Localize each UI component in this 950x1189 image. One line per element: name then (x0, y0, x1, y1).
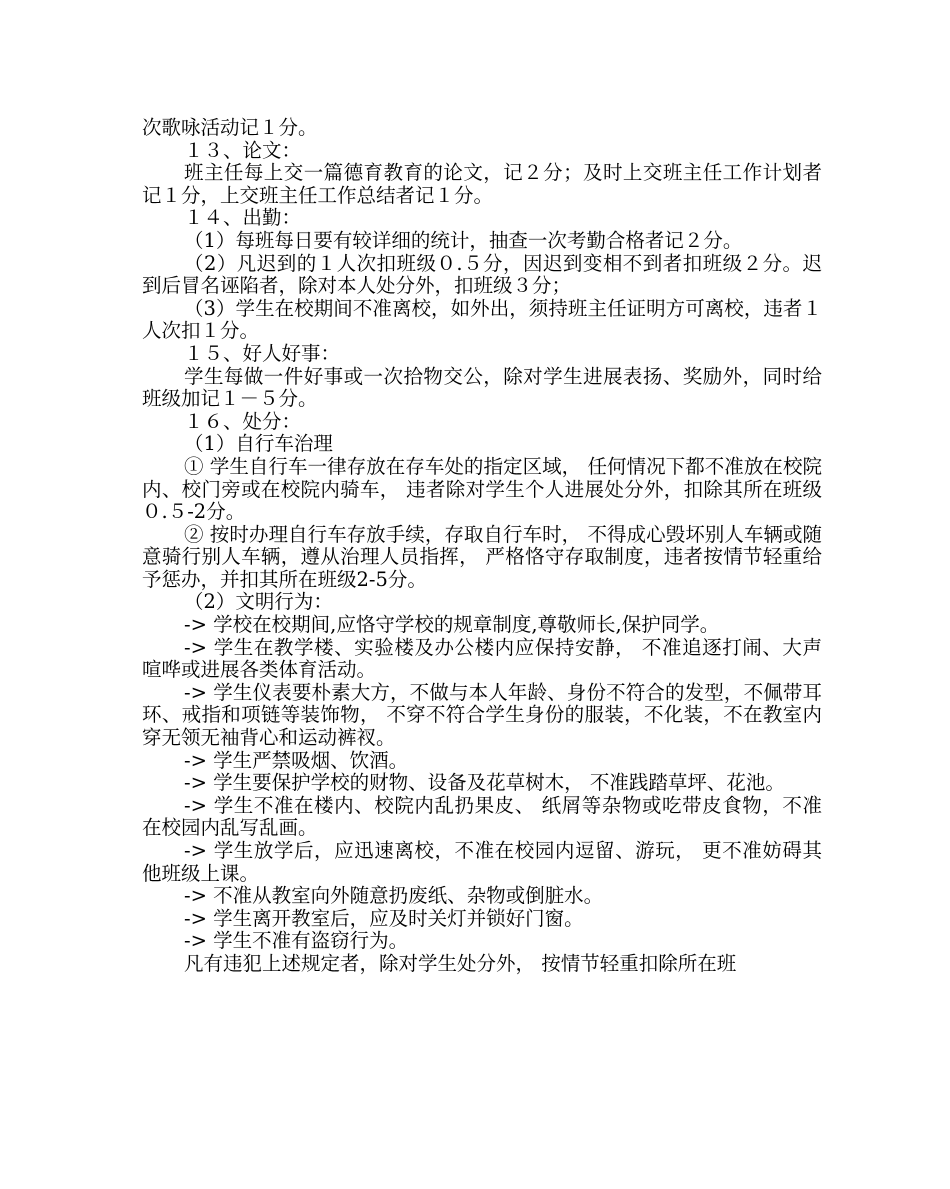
list-item: -> 学校在校期间,应恪守学校的规章制度,尊敬师长,保护同学。 (184, 613, 720, 637)
paragraph: 凡有违犯上述规定者，除对学生处分外， 按情节轻重扣除所在班 (184, 951, 737, 975)
list-item: -> 学生不准有盗窃行为。 (184, 929, 409, 953)
paragraph: （1）每班每日要有较详细的统计，抽查一次考勤合格者记２分。 (184, 228, 743, 252)
paragraph: 班主任每上交一篇德育教育的论文，记２分；及时上交班主任工作计划者记１分，上交班主任工作总结者记１分。 (142, 161, 822, 207)
list-item: -> 学生不准在楼内、校院内乱扔果皮、 纸屑等杂物或吃带皮食物，不准在校园内乱写乱画。 (142, 793, 822, 840)
list-item: -> 学生严禁吸烟、饮酒。 (184, 748, 409, 772)
list-item: -> 学生在教学楼、实验楼及办公楼内应保持安静， 不准追逐打闹、大声喧哗或进展各类体育活动。 (142, 635, 822, 682)
paragraph: ① 学生自行车一律存放在存车处的指定区域， 任何情况下都不准放在校院内、校门旁或在校院内骑车， 违者除对学生个人进展处分外，扣除其所在班级０.５-2分。 (142, 454, 822, 524)
section-heading-15: １５、好人好事： (184, 341, 341, 365)
subsection-heading: （2）文明行为： (184, 590, 333, 614)
section-heading-16: １６、处分： (184, 409, 302, 433)
document-body (142, 117, 822, 976)
list-item: -> 学生要保护学校的财物、设备及花草树木， 不准践踏草坪、花池。 (184, 771, 785, 795)
paragraph: 次歌咏活动记１分。 (142, 116, 318, 139)
subsection-heading: （1）自行车治理 (184, 432, 333, 456)
paragraph: （3）学生在校期间不准离校，如外出，须持班主任证明方可离校，违者１人次扣１分。 (142, 296, 822, 343)
list-item: -> 学生仪表要朴素大方，不做与本人年龄、身份不符合的发型，不佩带耳环、戒指和项链等装饰物， 不穿不符合学生身份的服装，不化装，不在教室内穿无领无袖背心和运动裤衩。 (142, 680, 822, 750)
list-item: -> 不准从教室向外随意扔废纸、杂物或倒脏水。 (184, 884, 604, 908)
paragraph: 学生每做一件好事或一次拾物交公，除对学生进展表扬、奖励外，同时给班级加记１－５分。 (142, 364, 822, 411)
paragraph: ② 按时办理自行车存放手续，存取自行车时， 不得成心毁坏别人车辆或随意骑行别人车辆，遵从治理人员指挥， 严格恪守存取制度，违者按情节轻重给予惩办，并扣其所在班级2-5分。 (142, 522, 822, 591)
section-heading-14: １４、出勤： (184, 206, 302, 230)
list-item: -> 学生放学后，应迅速离校，不准在校园内逗留、游玩， 更不准妨碍其他班级上课。 (142, 839, 822, 885)
paragraph: （2）凡迟到的１人次扣班级０.５分，因迟到变相不到者扣班级２分。迟到后冒名诬陷者，除对本人处分外，扣班级３分； (142, 251, 822, 298)
list-item: -> 学生离开教室后，应及时关灯并锁好门窗。 (184, 906, 584, 930)
section-heading-13: １３、论文： (184, 138, 302, 162)
